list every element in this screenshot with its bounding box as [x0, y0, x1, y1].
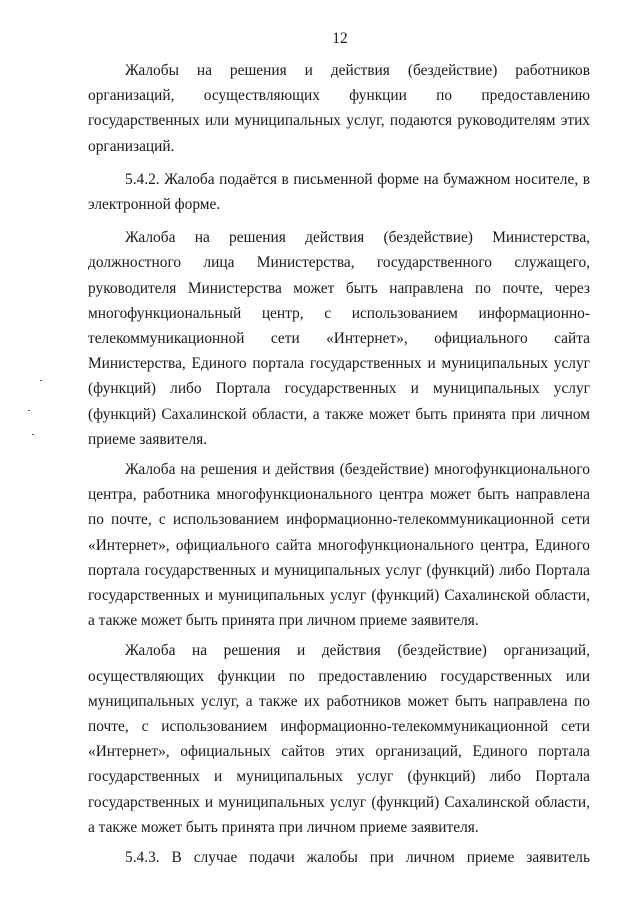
scan-speck — [40, 380, 42, 381]
paragraph-complaint-mfc: Жалоба на решения и действия (бездействие) многофункционального центра, работника многофункционального центра может быть направлена по почте, с использованием информационно-телекоммуникационной сети «Интернет», официального сайта многофункционального центра, Единого портала государственных и муниципальных услуг (функций) либо Портала государственных и муниципальных услуг (функций) Сахалинской области, а также может быть принята при личном приеме заявителя. — [88, 461, 590, 630]
scan-speck — [28, 410, 30, 411]
scan-speck — [32, 434, 34, 435]
paragraph-5-4-2-complaint-form: 5.4.2. Жалоба подаётся в письменной форме на бумажном носителе, в электронной форме. — [88, 170, 590, 214]
paragraph-5-4-3-personal-reception: 5.4.3. В случае подачи жалобы при личном приеме заявитель — [125, 849, 590, 867]
page-number: 12 — [332, 30, 348, 47]
paragraph-complaint-organizations: Жалоба на решения и действия (бездействие) организаций, осуществляющих функции по предоставлению государственных или муниципальных услуг, а также их работников может быть направлена по почте, с использованием информационно-телекоммуникационной сети «Интернет», официальных сайтов этих организаций, Единого портала государственных и муниципальных услуг (функций) либо Портала государственных и муниципальных услуг (функций) Сахалинской области, а также может быть принята при личном приеме заявителя. — [88, 642, 590, 836]
document-body — [88, 58, 590, 870]
paragraph-complaint-ministry: Жалоба на решения действия (бездействие) Министерства, должностного лица Министерства, государственного служащего, руководителя Министерства может быть направлена по почте, через многофункциональный центр, с использованием информационно-телекоммуникационной сети «Интернет», официального сайта Министерства, Единого портала государственных и муниципальных услуг (функций) либо Портала государственных и муниципальных услуг (функций) Сахалинской области, а также может быть принята при личном приеме заявителя. — [88, 229, 590, 448]
paragraph-complaints-organization-employees: Жалобы на решения и действия (бездействие) работников организаций, осуществляющих функции по предоставлению государственных или муниципальных услуг, подаются руководителям этих организаций. — [88, 62, 590, 155]
